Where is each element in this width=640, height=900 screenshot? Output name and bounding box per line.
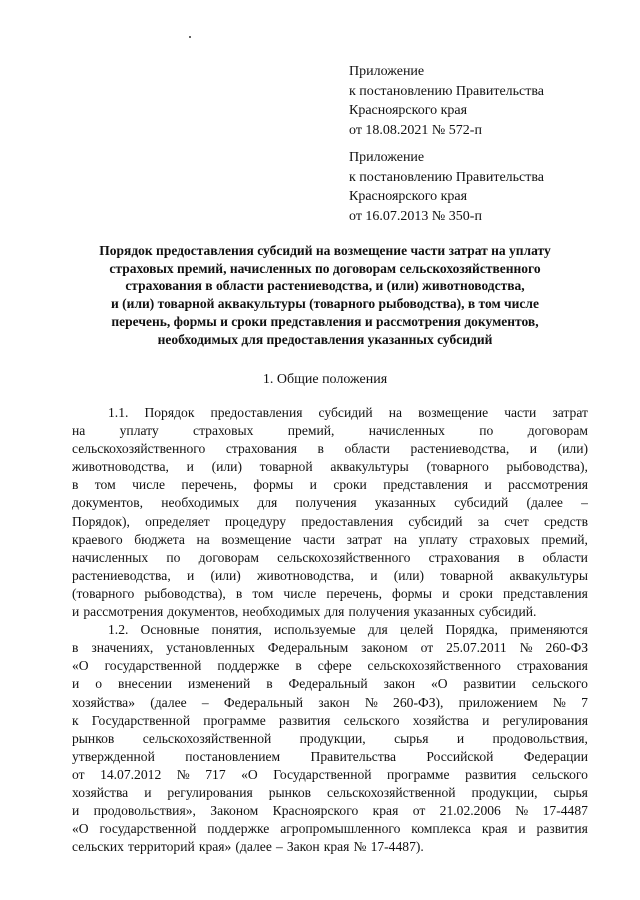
body-line <box>72 675 588 693</box>
word: края <box>372 803 399 819</box>
body-line <box>72 621 588 639</box>
word: территорий <box>128 839 195 855</box>
word: предоставления <box>301 513 394 529</box>
word: и <box>370 567 378 583</box>
word: рыбоводства), <box>144 585 226 601</box>
word: и <box>518 821 526 837</box>
word: указанных <box>374 495 436 511</box>
word: формы <box>392 585 432 601</box>
word: и <box>186 459 194 475</box>
word: возмещение <box>418 405 489 420</box>
word: области <box>542 549 588 565</box>
body-line <box>72 712 588 730</box>
section-heading: 1. Общие положения <box>262 372 388 387</box>
word: № <box>519 640 533 656</box>
word: края <box>323 839 350 855</box>
word: краевого <box>72 531 123 547</box>
word: представления <box>383 477 469 493</box>
word: предоставления <box>210 405 303 420</box>
appendix-note-2013 <box>349 148 544 226</box>
word: № <box>552 694 566 710</box>
body-line <box>72 657 588 675</box>
word: для <box>257 495 278 511</box>
word: части <box>302 531 336 547</box>
body-line <box>72 422 588 440</box>
word: животноводства, <box>257 567 354 583</box>
word: сельских <box>72 839 124 855</box>
word: – <box>201 694 209 710</box>
word: комплекса <box>411 821 471 837</box>
word: субсидий <box>454 495 509 511</box>
body-line <box>72 531 588 549</box>
word: Федеральным <box>267 640 349 656</box>
word: Порядок), <box>72 513 130 529</box>
word: том <box>94 477 116 493</box>
word: государственной <box>99 821 197 837</box>
word: хозяйства <box>412 712 469 728</box>
word: начисленных <box>72 549 149 565</box>
word: края <box>481 821 508 837</box>
word: Федеральный <box>223 694 304 710</box>
word: хозяйства <box>72 784 129 800</box>
word: сырья <box>553 784 588 800</box>
word: указанных <box>413 604 475 620</box>
word: растениеводства, <box>72 567 171 583</box>
word: к <box>72 712 79 728</box>
word: по <box>479 423 494 439</box>
body-line <box>72 730 588 748</box>
word: растениеводства, <box>410 441 510 457</box>
word: перечень, <box>181 477 237 493</box>
body-line <box>72 549 588 567</box>
word: на <box>72 423 86 439</box>
word: «О <box>241 766 258 782</box>
word: Порядок <box>144 405 195 420</box>
word: Красноярского <box>272 803 359 819</box>
title-line: и (или) товарной аквакультуры (товарного рыбоводства), в том числе <box>111 296 539 312</box>
word: (далее <box>526 495 563 511</box>
word: рассмотрения <box>83 604 164 620</box>
word: регулирования <box>502 712 588 728</box>
word: в <box>266 676 273 692</box>
word: затрат <box>552 405 588 420</box>
word: понятия, <box>211 622 262 638</box>
word: 25.07.2011 <box>446 640 507 656</box>
appendix-line: от 18.08.2021 № 572-п <box>349 122 482 138</box>
word: 1.2. <box>108 622 129 638</box>
appendix-line: Приложение <box>349 150 425 165</box>
body-line <box>72 458 588 476</box>
word: 1.1. <box>108 405 129 420</box>
word: поддержке <box>207 821 270 837</box>
word: – <box>581 495 588 511</box>
word: 17-4487 <box>542 803 588 819</box>
word: животноводства, <box>72 459 169 475</box>
word: используемые <box>274 622 356 638</box>
word: премий, <box>287 423 335 439</box>
word: установленных <box>166 640 255 656</box>
word: продовольствия, <box>492 730 588 746</box>
word: законом <box>361 640 408 656</box>
word: сфере <box>317 658 352 674</box>
word: и <box>309 477 317 493</box>
word: (далее <box>235 839 272 855</box>
word: в <box>517 549 525 565</box>
appendix-line: Приложение <box>349 64 425 79</box>
title-line: страхования в области растениеводства, и (или) животноводства, <box>125 278 525 294</box>
word: и <box>482 712 490 728</box>
word: счет <box>504 513 529 529</box>
word: применяются <box>510 622 588 638</box>
word: закон <box>383 676 416 692</box>
word: целей <box>399 622 434 638</box>
body-line <box>72 748 588 766</box>
word: регулирования <box>167 784 253 800</box>
word: значениях, <box>91 640 154 656</box>
word: и <box>144 784 152 800</box>
word: Федеральный <box>288 676 368 692</box>
word: сельскохозяйственного <box>367 658 501 674</box>
word: по <box>166 549 181 565</box>
word: развития <box>465 766 517 782</box>
word: 21.02.2006 <box>439 803 501 819</box>
word: 717 <box>205 766 226 782</box>
word: документов, <box>72 495 144 511</box>
word: о <box>95 676 103 692</box>
word: сельскохозяйственной <box>327 784 456 800</box>
body-line <box>72 404 588 422</box>
word: сроки <box>333 477 367 493</box>
body-line <box>72 440 588 458</box>
body-line <box>72 494 588 512</box>
word: 14.07.2012 <box>100 766 162 782</box>
word: рассмотрения <box>508 477 588 493</box>
word: в <box>295 658 302 674</box>
body-line <box>72 838 588 856</box>
word: изменений <box>188 676 251 692</box>
appendix-line: к постановлению Правительства <box>349 83 545 99</box>
word: и <box>72 676 80 692</box>
word: развития <box>536 821 588 837</box>
word: бюджета <box>134 531 185 547</box>
word: страхования <box>516 658 588 674</box>
word: рыбоводства), <box>506 459 588 475</box>
word: 17-4487). <box>370 839 424 855</box>
body-line <box>72 476 588 494</box>
appendix-line: к постановлению Правительства <box>349 169 545 185</box>
word: получения <box>348 604 410 620</box>
word: продукции, <box>471 784 538 800</box>
word: Основные <box>140 622 200 638</box>
word: для <box>367 622 388 638</box>
word: том <box>252 585 274 601</box>
document-title <box>60 242 590 348</box>
word: уплату <box>418 531 458 547</box>
word: товарной <box>440 567 494 583</box>
word: для <box>324 604 345 620</box>
word: средств <box>544 513 588 529</box>
body-line <box>72 513 588 531</box>
body-line <box>72 567 588 585</box>
word: рынков <box>72 730 115 746</box>
word: договорам <box>198 549 259 565</box>
appendix-line: Красноярского края <box>349 103 468 118</box>
word: приложением <box>458 694 538 710</box>
word: «О <box>72 821 89 837</box>
word: хозяйства» <box>72 694 136 710</box>
word: на <box>388 405 403 420</box>
word: «О <box>72 658 89 674</box>
word: необходимых <box>242 604 321 620</box>
word: постановлением <box>185 748 281 764</box>
word: № <box>364 694 378 710</box>
word: сырья <box>394 730 429 746</box>
word: страховых <box>193 423 254 439</box>
word: аквакультуры <box>330 459 409 475</box>
word: процедуру <box>224 513 287 529</box>
word: Порядка, <box>445 622 498 638</box>
word: в <box>235 585 243 601</box>
word: Российской <box>426 748 494 764</box>
body-line <box>72 802 588 820</box>
word: и <box>442 585 450 601</box>
body-line <box>72 639 588 657</box>
word: начисленных <box>368 423 445 439</box>
word: формы <box>253 477 294 493</box>
word: сроки <box>459 585 493 601</box>
word: премий, <box>541 531 588 547</box>
word: аквакультуры <box>509 567 588 583</box>
word: – <box>275 839 283 855</box>
word: № <box>176 766 190 782</box>
word: субсидий <box>408 513 463 529</box>
title-line: страховых премий, начисленных по договорам сельскохозяйственного <box>109 260 541 276</box>
body-line <box>72 784 588 802</box>
word: сельскохозяйственного <box>277 549 411 565</box>
word: в <box>72 640 79 656</box>
word: № <box>515 803 529 819</box>
word: агропромышленного <box>280 821 401 837</box>
word: необходимых <box>161 495 240 511</box>
word: внесении <box>117 676 173 692</box>
word: и <box>72 803 80 819</box>
word: страховых <box>469 531 530 547</box>
body-line <box>72 694 588 712</box>
word: на <box>393 531 408 547</box>
word: товарной <box>259 459 313 475</box>
word: субсидий <box>318 405 373 420</box>
word: от <box>412 803 426 819</box>
word: Законом <box>210 803 259 819</box>
word: 260-ФЗ), <box>393 694 444 710</box>
word: сельского <box>343 712 400 728</box>
title-line: необходимых для предоставления указанных субсидий <box>157 331 493 347</box>
word: определяет <box>145 513 210 529</box>
body-line <box>72 603 588 621</box>
word: области <box>344 441 390 457</box>
word: уплату <box>119 423 159 439</box>
appendix-line: от 16.07.2013 № 350-п <box>349 208 482 224</box>
word: сельскохозяйственного <box>72 441 206 457</box>
word: программе <box>203 712 266 728</box>
word: и <box>72 604 80 620</box>
word: страхования <box>428 549 500 565</box>
word: продукции, <box>299 730 366 746</box>
word: «О <box>430 676 448 692</box>
word: возмещение <box>221 531 292 547</box>
appendix-note-2021 <box>349 62 544 140</box>
word: и <box>484 477 492 493</box>
word: программе <box>387 766 450 782</box>
word: страхования <box>225 441 297 457</box>
word: Федерации <box>523 748 588 764</box>
word: на <box>196 531 210 547</box>
title-line: Порядок предоставления субсидий на возмещение части затрат на уплату <box>99 243 551 258</box>
word: 7 <box>581 694 588 710</box>
word: края» <box>198 839 232 855</box>
word: в <box>317 441 324 457</box>
word: Государственной <box>273 766 372 782</box>
word: от <box>72 766 85 782</box>
word: (или) <box>557 441 588 457</box>
word: субсидий. <box>478 604 537 620</box>
word: сельского <box>531 766 588 782</box>
word: развитии <box>463 676 516 692</box>
body-line <box>72 766 588 784</box>
word: (товарного <box>72 585 135 601</box>
word: № <box>353 839 367 855</box>
word: (или) <box>210 567 241 583</box>
word: утвержденной <box>72 748 155 764</box>
word: сельского <box>531 676 588 692</box>
body-line <box>72 585 588 603</box>
word: (или) <box>211 459 242 475</box>
word: числе <box>132 477 166 493</box>
word: 260-ФЗ <box>545 640 588 656</box>
word: за <box>477 513 490 529</box>
word: Правительства <box>310 748 397 764</box>
word: государственной <box>104 658 202 674</box>
word: рынков <box>268 784 312 800</box>
word: поддержке <box>217 658 280 674</box>
word: перечень, <box>326 585 382 601</box>
word: сельскохозяйственной <box>142 730 272 746</box>
word: и <box>529 441 538 457</box>
word: получения <box>295 495 357 511</box>
word: продовольствия», <box>93 803 196 819</box>
word: Государственной <box>91 712 191 728</box>
word: документов, <box>167 604 239 620</box>
scan-speck <box>189 36 191 38</box>
word: числе <box>283 585 317 601</box>
word: Закон <box>286 839 320 855</box>
word: (или) <box>393 567 425 583</box>
word: (далее <box>150 694 187 710</box>
word: закон <box>318 694 350 710</box>
word: от <box>420 640 434 656</box>
word: (товарного <box>426 459 489 475</box>
body-text <box>72 404 588 856</box>
appendix-line: Красноярского края <box>349 189 468 204</box>
word: договорам <box>527 423 588 439</box>
word: представления <box>503 585 588 601</box>
word: в <box>72 477 79 493</box>
word: и <box>186 567 195 583</box>
word: и <box>456 730 465 746</box>
word: развития <box>279 712 331 728</box>
word: части <box>504 405 537 420</box>
title-line: перечень, формы и сроки представления и рассмотрения документов, <box>111 313 539 329</box>
word: затрат <box>346 531 383 547</box>
body-line <box>72 820 588 838</box>
